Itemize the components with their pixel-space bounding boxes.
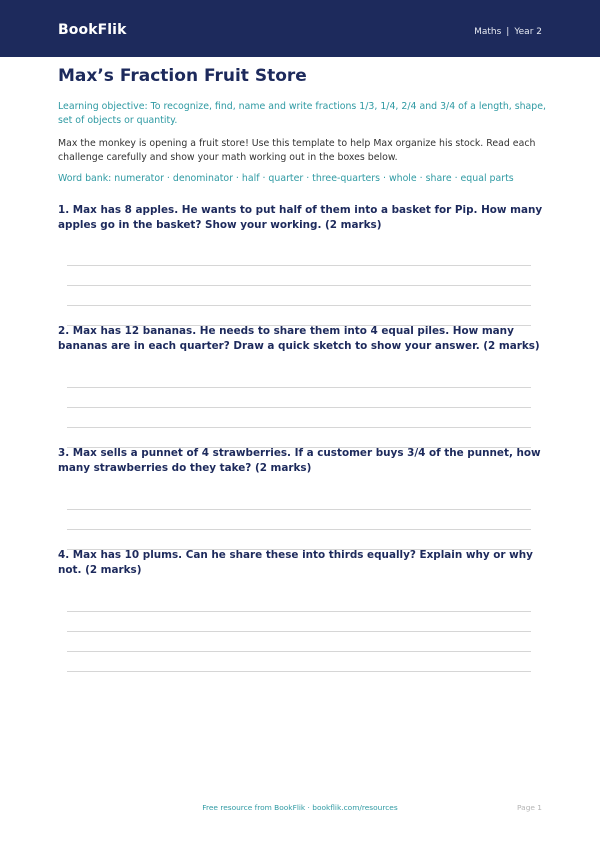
year-label: Year 2 bbox=[514, 27, 542, 37]
footer-resource-link[interactable]: Free resource from BookFlik · bookflik.com/resources bbox=[202, 803, 398, 812]
footer bbox=[0, 803, 600, 815]
question-1: 1. Max has 8 apples. He wants to put half of them into a basket for Pip. How many apples go in the basket? Show your working. (2 marks) bbox=[58, 204, 543, 231]
answer-line[interactable] bbox=[67, 407, 531, 408]
answer-line[interactable] bbox=[67, 671, 531, 672]
page-title: Max’s Fraction Fruit Store bbox=[58, 66, 307, 86]
answer-line[interactable] bbox=[67, 631, 531, 632]
answer-line[interactable] bbox=[67, 265, 531, 266]
learning-objective: Learning objective: To recognize, find, name and write fractions 1/3, 1/4, 2/4 and 3/4 of a length, shape, set of objects or quantity. bbox=[58, 101, 547, 126]
answer-line[interactable] bbox=[67, 305, 531, 306]
answer-line[interactable] bbox=[67, 529, 531, 530]
subject-label: Maths bbox=[474, 27, 502, 37]
question-4: 4. Max has 10 plums. Can he share these into thirds equally? Explain why or why not. (2 marks) bbox=[58, 549, 533, 576]
separator: | bbox=[506, 27, 510, 37]
brand-logo[interactable]: BookFlik bbox=[58, 22, 127, 38]
header-bar bbox=[0, 0, 600, 57]
answer-line[interactable] bbox=[67, 651, 531, 652]
answer-line[interactable] bbox=[67, 387, 531, 388]
question-2: 2. Max has 12 bananas. He needs to share them into 4 equal piles. How many bananas are in each quarter? Draw a quick sketch to show your answer. (2 marks) bbox=[58, 325, 540, 352]
answer-line[interactable] bbox=[67, 285, 531, 286]
page-number: Page 1 bbox=[517, 803, 542, 812]
answer-line[interactable] bbox=[67, 427, 531, 428]
word-bank: Word bank: numerator · denominator · half · quarter · three-quarters · whole · share · equal parts bbox=[58, 173, 514, 184]
answer-line[interactable] bbox=[67, 611, 531, 612]
intro-text: Max the monkey is opening a fruit store! Use this template to help Max organize his stock. Read each challenge carefully and show your math working out in the boxes below. bbox=[58, 138, 536, 163]
answer-line[interactable] bbox=[67, 509, 531, 510]
subject-year-label bbox=[474, 27, 542, 37]
question-3: 3. Max sells a punnet of 4 strawberries. If a customer buys 3/4 of the punnet, how many strawberries do they take? (2 marks) bbox=[58, 447, 541, 474]
